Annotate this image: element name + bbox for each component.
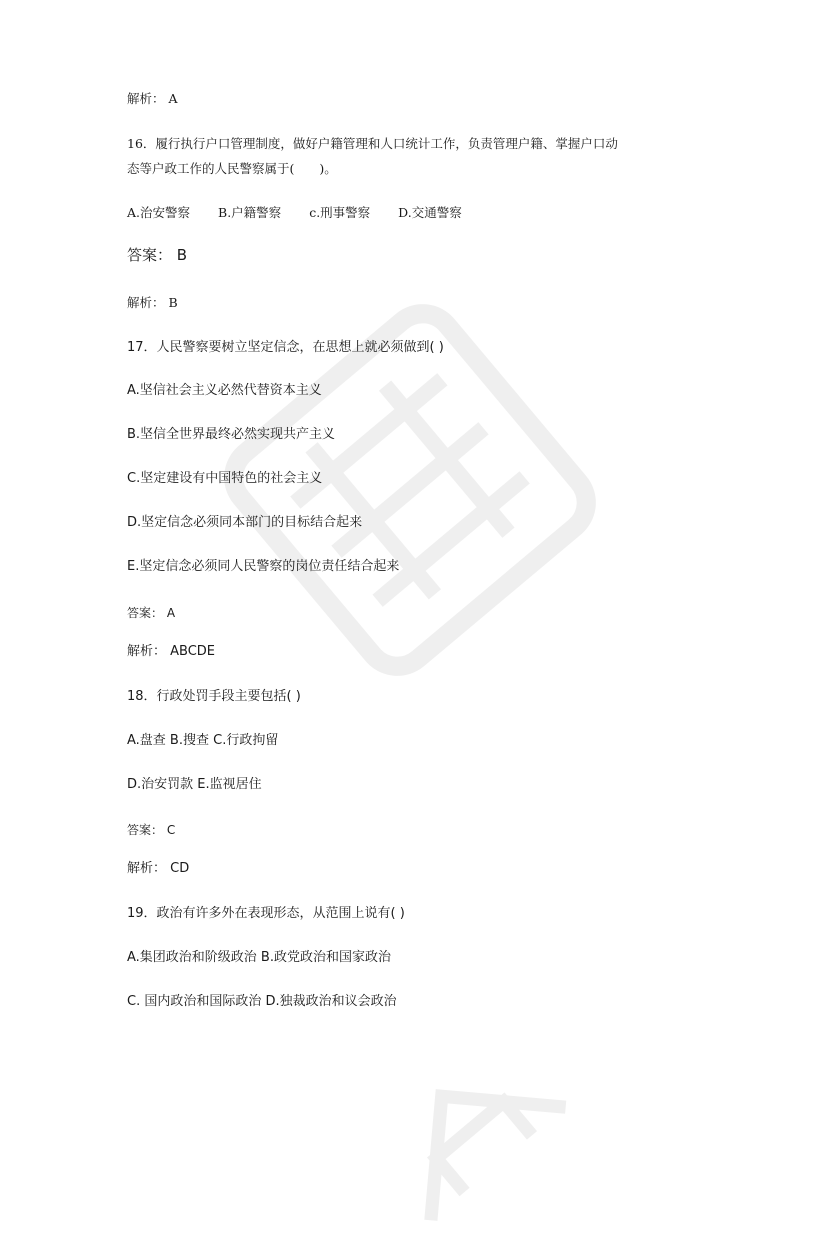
q16-answer: 答案： B xyxy=(127,246,188,264)
q17-option-e: E.坚定信念必须同人民警察的岗位责任结合起来 xyxy=(127,559,400,574)
watermark-logo xyxy=(185,265,636,716)
q17-answer: 答案： A xyxy=(127,606,176,620)
q16-question-line2: 态等户政工作的人民警察属于( )。 xyxy=(127,161,337,176)
q18-answer: 答案： C xyxy=(127,823,176,837)
q19-options-line1: A.集团政治和阶级政治 B.政党政治和国家政治 xyxy=(127,950,391,965)
q17-question: 17．人民警察要树立坚定信念，在思想上就必须做到( ) xyxy=(127,340,444,355)
q16-option-c: c.刑事警察 xyxy=(309,205,371,220)
q15-analysis: 解析： A xyxy=(127,91,178,106)
q17-option-c: C.坚定建设有中国特色的社会主义 xyxy=(127,471,323,486)
q18-options-line1: A.盘查 B.搜查 C.行政拘留 xyxy=(127,733,279,748)
q16-option-a: A.治安警察 xyxy=(127,205,191,220)
q17-option-d: D.坚定信念必须同本部门的目标结合起来 xyxy=(127,515,363,530)
q17-option-a: A.坚信社会主义必然代替资本主义 xyxy=(127,383,322,398)
q19-options-line2: C. 国内政治和国际政治 D.独裁政治和议会政治 xyxy=(127,994,397,1009)
watermark-logo-partial xyxy=(341,1006,600,1254)
q18-question: 18．行政处罚手段主要包括( ) xyxy=(127,689,301,704)
q18-options-line2: D.治安罚款 E.监视居住 xyxy=(127,777,262,792)
q16-question-line1: 16．履行执行户口管理制度，做好户籍管理和人口统计工作，负责管理户籍、掌握户口动 xyxy=(127,136,618,151)
q17-option-b: B.坚信全世界最终必然实现共产主义 xyxy=(127,427,336,442)
q16-option-b: B.户籍警察 xyxy=(218,205,282,220)
q16-options xyxy=(127,204,462,222)
q19-question: 19．政治有许多外在表现形态，从范围上说有( ) xyxy=(127,906,405,921)
q18-analysis: 解析： CD xyxy=(127,861,190,876)
q17-analysis: 解析： ABCDE xyxy=(127,644,216,659)
q16-option-d: D.交通警察 xyxy=(398,205,462,220)
q16-analysis: 解析： B xyxy=(127,295,178,310)
